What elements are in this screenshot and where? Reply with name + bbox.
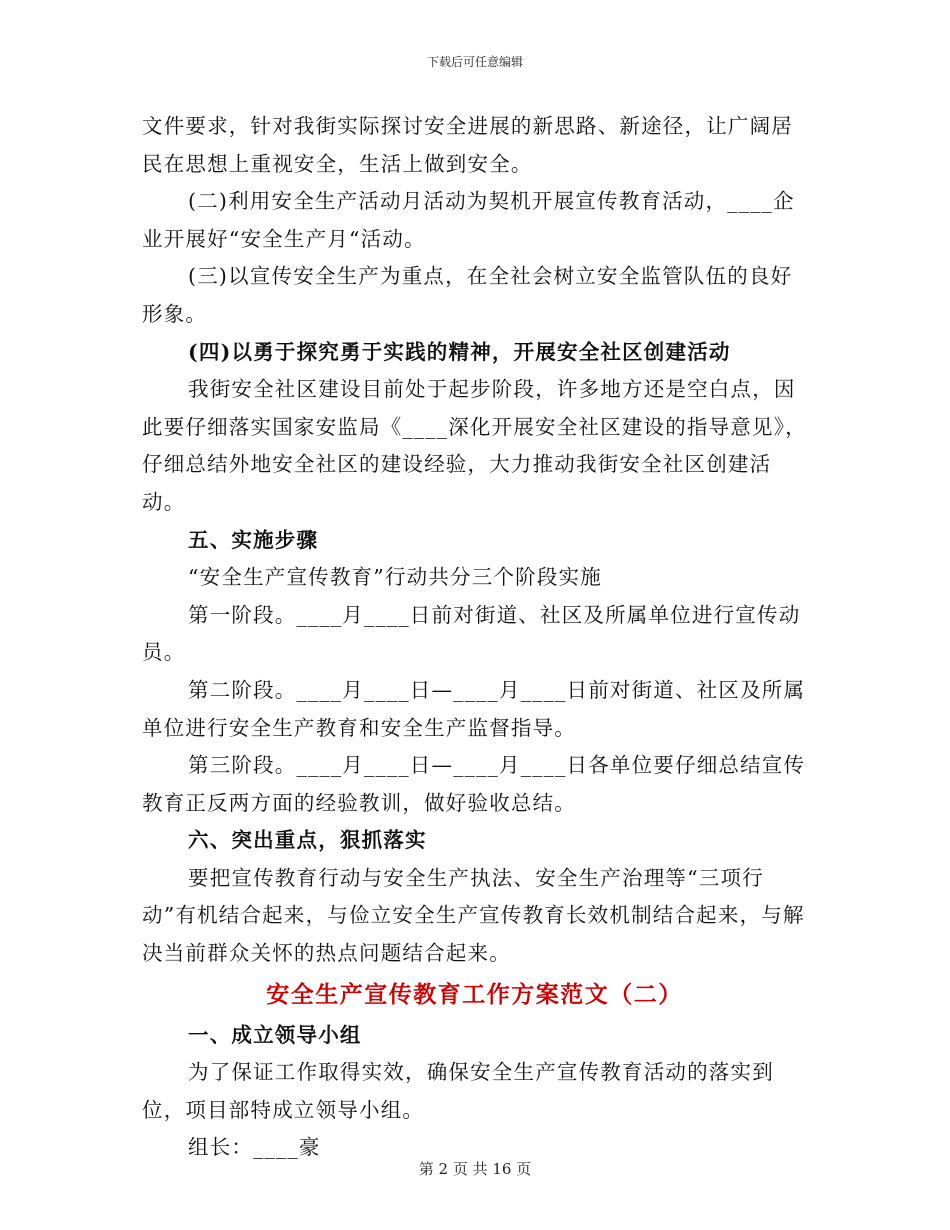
paragraph: 组长：____豪	[188, 1135, 321, 1160]
section-heading: 六、突出重点，狠抓落实	[188, 828, 427, 853]
paragraph: 要把宣传教育行动与安全生产执法、安全生产治理等“三项行动”有机结合起来，与俭立安全生产宣传教育长效机制结合起来，与解决当前群众关怀的热点问题结合起来。	[142, 865, 805, 966]
section-heading: (四)以勇于探究勇于实践的精神，开展安全社区创建活动	[188, 339, 731, 364]
page-footer: 第 2 页 共 16 页	[418, 1160, 532, 1178]
paragraph: 为了保证工作取得实效，确保安全生产宣传教育活动的落实到位，项目部特成立领导小组。	[142, 1060, 774, 1122]
paragraph: (三)以宣传安全生产为重点，在全社会树立安全监管队伍的良好形象。	[142, 264, 793, 326]
paragraph: 第二阶段。____月____日—____月____日前对街道、社区及所属单位进行安全生产教育和安全生产监督指导。	[142, 677, 806, 740]
page-header: 下载后可任意编辑	[426, 55, 523, 69]
paragraph: “安全生产宣传教育”行动共分三个阶段实施	[188, 565, 602, 590]
section-heading: 五、实施步骤	[188, 527, 319, 552]
paragraph: 第三阶段。____月____日—____月____日各单位要仔细总结宣传教育正反两方面的经验教训，做好验收总结。	[142, 753, 806, 815]
paragraph: 文件要求，针对我街实际探讨安全进展的新思路、新途径，让广阔居民在思想上重视安全，生活上做到安全。	[142, 114, 793, 176]
document-body	[142, 108, 807, 1167]
paragraph: 我街安全社区建设目前处于起步阶段，许多地方还是空白点，因此要仔细落实国家安监局《____深化开展安全社区建设的指导意见》，仔细总结外地安全社区的建设经验，大力推动我街安全社区创建活动。	[142, 377, 807, 514]
section-heading: 一、成立领导小组	[188, 1022, 362, 1047]
paragraph: (二)利用安全生产活动月活动为契机开展宣传教育活动，____企业开展好“安全生产月“活动。	[142, 189, 795, 251]
document-title: 安全生产宣传教育工作方案范文（二）	[266, 980, 683, 1008]
paragraph: 第一阶段。____月____日前对街道、社区及所属单位进行宣传动员。	[142, 602, 801, 665]
